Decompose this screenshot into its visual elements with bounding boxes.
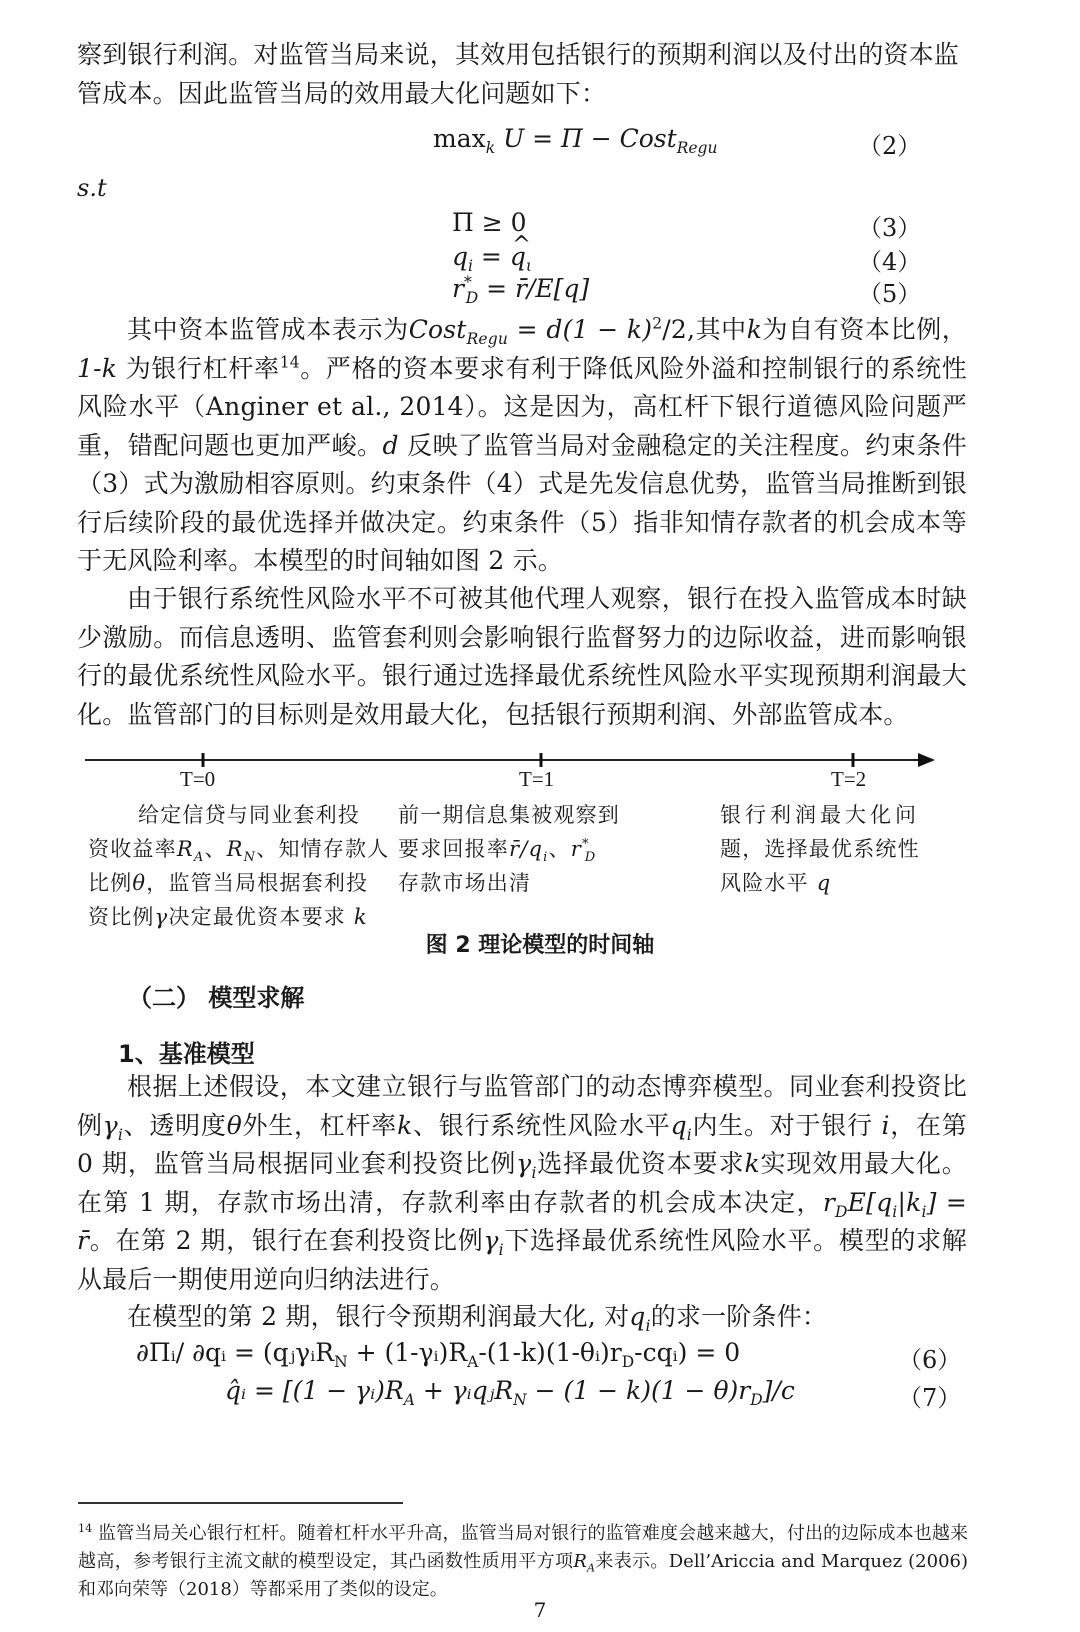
- equation-number-5: （5）: [858, 280, 922, 308]
- eq-text: -cqᵢ) = 0: [634, 1338, 741, 1367]
- eq-text: max: [433, 124, 486, 153]
- text: 其中资本监管成本表示为: [127, 315, 409, 344]
- math: 1-k: [77, 353, 118, 383]
- subject-to-label: s.t: [77, 174, 107, 202]
- text: 要求回报率: [398, 837, 509, 861]
- eq-text: ]/c: [762, 1376, 795, 1405]
- math: q: [816, 871, 832, 895]
- equation-number-3: （3）: [858, 214, 922, 242]
- math: R: [226, 837, 244, 861]
- text: 内生。对于银行: [691, 1110, 882, 1140]
- section-heading: （二） 模型求解: [128, 984, 305, 1012]
- equation-number-6: （6）: [898, 1346, 962, 1374]
- math: θ: [226, 1110, 242, 1140]
- text: ，监管当局根据套利投: [146, 871, 369, 895]
- math-sub: i: [892, 1202, 898, 1221]
- math: r: [570, 837, 582, 861]
- footnote-mark: 14: [78, 1522, 93, 1535]
- eq-sub: ι: [525, 257, 532, 275]
- footnote-ref[interactable]: 14: [279, 353, 300, 372]
- timeline-label-t2: T=2: [831, 767, 867, 791]
- math: γ: [102, 1110, 118, 1140]
- eq-sub: N: [513, 1391, 527, 1409]
- subsection-heading: 1、基准模型: [118, 1040, 255, 1068]
- math: k: [397, 1110, 413, 1140]
- text: 反映了监管当局对金融稳定的关注程度。约束条件（3）式为激励相容原则。约束条件（4）式是先发信息优势，监管当局推断到银行后续阶段的最优选择并做决定。约束条件（5）指非知情存款者的机会成本等于无风险利率。本模型的时间轴如图 2 示。: [77, 430, 967, 575]
- math-sup: 2: [652, 314, 663, 333]
- text-line: [720, 866, 920, 900]
- timeline-label-t0: T=0: [180, 767, 216, 791]
- math: k: [744, 1149, 760, 1178]
- eq-text: q: [452, 242, 469, 271]
- eq-sub: A: [403, 1391, 415, 1409]
- equation-2: [433, 124, 718, 157]
- page-number: 7: [533, 1598, 547, 1622]
- text: 为自有资本比例，: [762, 315, 968, 344]
- eq-sup: *: [463, 273, 472, 292]
- text: ，在第 0 期，监管当局根据同业套利投资比例: [77, 1110, 967, 1178]
- text: 资比例: [88, 905, 155, 929]
- equation-number-7: （7）: [898, 1384, 962, 1412]
- timeline-col-t0: [88, 798, 389, 934]
- paragraph-incentives: 由于银行系统性风险水平不可被其他代理人观察，银行在投入监管成本时缺少激励。而信息透明、监管套利则会影响银行监督努力的边际收益，进而影响银行的最优系统性风险水平。银行通过选择最优系统性风险水平实现预期利润最大化。监管部门的目标则是效用最大化，包括银行预期利润、外部监管成本。: [77, 584, 967, 729]
- math-sub: A: [193, 850, 205, 866]
- math-sub: i: [686, 1125, 692, 1144]
- eq-sub: N: [334, 1353, 348, 1371]
- text: 外生，杠杆率: [241, 1110, 398, 1140]
- eq-text: + (1-γᵢ)R: [347, 1338, 468, 1367]
- math-sub: i: [543, 850, 549, 866]
- equation-6: [136, 1338, 741, 1371]
- text: 在模型的第 2 期，银行令预期利润最大化, 对: [127, 1302, 630, 1331]
- eq-sub: k: [485, 139, 496, 157]
- math: r: [822, 1187, 836, 1217]
- paragraph-intro: [77, 36, 967, 113]
- eq-sub: D: [750, 1391, 763, 1409]
- text: 风险水平: [720, 871, 817, 895]
- eq-sub: i: [468, 257, 473, 275]
- paragraph-cost-explanation: [77, 311, 967, 581]
- text-line: 管成本。因此监管当局的效用最大化问题如下：: [77, 78, 607, 108]
- text: 、: [548, 837, 571, 861]
- text: 资收益率: [88, 837, 177, 861]
- timeline-col-t1: [398, 798, 620, 900]
- text: /2,其中: [662, 315, 747, 344]
- math: θ: [132, 871, 147, 895]
- text: 比例: [88, 871, 133, 895]
- eq-text: − (1 − k)(1 − θ)r: [526, 1376, 751, 1405]
- text-line: [398, 832, 620, 866]
- equation-3: Π ≥ 0: [452, 208, 527, 237]
- text: 。严格的资本要求有利于降低风险外溢和控制银行的系统性风险水平（Anginer et al., 2014）。这是因为，高杠杆下银行道德风险问题严重，错配问题也更加严峻。: [77, 353, 967, 460]
- eq-text: U = Π − Cost: [495, 124, 677, 153]
- text-line: 察到银行利润。对监管当局来说，其效用包括银行的预期利润以及付出的资本监: [77, 40, 960, 69]
- eq-text: ∂Πᵢ/ ∂qᵢ = (qⱼγᵢR: [136, 1338, 335, 1367]
- eq-text: + γᵢqⱼR: [414, 1376, 514, 1405]
- eq-text: r: [452, 274, 464, 303]
- text: 监管当局关心银行杠杆。随着杠杆水平升高，监管当局对银行的监管难度会越来越大，付出的边际成本也越来越高，参考银行主流文献的模型设定，其凸函数性质用平方项: [78, 1523, 968, 1572]
- math: γ: [516, 1149, 532, 1178]
- text: 实现效用最大化。在第 1 期，存款市场出清，存款利率由存款者的机会成本决定，: [77, 1149, 967, 1217]
- text: 、银行系统性风险水平: [412, 1110, 671, 1140]
- math: E[q: [847, 1187, 893, 1217]
- text: 来表示。Dell’Ariccia and Marquez (2006)和邓向荣等（2018）等都采用了类似的设定。: [78, 1551, 968, 1600]
- math: = d(1 − k): [508, 315, 653, 344]
- math-sub: A: [586, 1561, 595, 1575]
- equation-number-2: （2）: [858, 132, 922, 160]
- math: k: [746, 315, 763, 344]
- eq-text: q̂ᵢ = [(1 − γᵢ)R: [225, 1376, 404, 1405]
- math-sub: i: [645, 1317, 651, 1335]
- math: i: [881, 1110, 890, 1140]
- timeline-label-t1: T=1: [519, 767, 555, 791]
- math: r̄/q: [509, 837, 544, 861]
- equation-4: [452, 242, 532, 275]
- text-line: 题，选择最优系统性: [720, 837, 920, 861]
- text: 的求一阶条件：: [650, 1302, 828, 1331]
- text-line: 给定信贷与同业套利投: [138, 803, 360, 827]
- text: 、透明度: [123, 1110, 227, 1140]
- math: ] = r̄: [77, 1187, 967, 1255]
- math: Cost: [408, 315, 467, 344]
- text-line: 银行利润最大化问: [720, 803, 920, 827]
- math-sub: Regu: [466, 330, 509, 348]
- math: γ: [483, 1226, 499, 1255]
- math: γ: [154, 905, 169, 929]
- equation-number-4: （4）: [858, 248, 922, 276]
- figure-caption: 图 2 理论模型的时间轴: [425, 933, 655, 958]
- eq-sub: A: [467, 1353, 479, 1371]
- text: 根据上述假设，本文建立银行与监管部门的动态博弈模型。同业套利投资比例: [77, 1072, 967, 1140]
- eq-text: = r̄/E[q]: [478, 274, 590, 303]
- text: 、: [204, 837, 227, 861]
- equation-5: [452, 273, 590, 307]
- text: 。在第 2 期，银行在套利投资比例: [89, 1226, 484, 1255]
- math-sub: N: [243, 850, 257, 866]
- text-line: 前一期信息集被观察到: [398, 803, 620, 827]
- eq-sub: D: [465, 289, 479, 307]
- text: 下选择最优系统性风险水平。模型的求解从最后一期使用逆向归纳法进行。: [77, 1226, 968, 1294]
- text-line: [88, 866, 389, 900]
- math-sub: i: [117, 1125, 124, 1144]
- math: d: [382, 430, 399, 460]
- math: k: [353, 905, 368, 929]
- footnote-divider: [78, 1502, 403, 1504]
- math: R: [573, 1551, 587, 1572]
- math: q: [629, 1302, 646, 1331]
- timeline-arrowhead: [918, 753, 935, 767]
- footnote-14: [78, 1520, 968, 1604]
- text: 为银行杠杆率: [117, 353, 280, 383]
- timeline-col-t2: [720, 798, 920, 900]
- eq-text: -(1-k)(1-θᵢ)r: [478, 1338, 622, 1367]
- math: q: [670, 1110, 687, 1140]
- math: R: [176, 837, 194, 861]
- math-sub: i: [498, 1241, 504, 1259]
- paragraph-baseline-model: [77, 1068, 967, 1299]
- text-line: 存款市场出清: [398, 871, 532, 895]
- text: 选择最优资本要求: [536, 1149, 745, 1178]
- equation-7: [225, 1376, 795, 1409]
- math: |k: [897, 1187, 922, 1217]
- eq-text: ^ q: [510, 242, 526, 271]
- eq-text: =: [472, 242, 510, 271]
- eq-sub: Regu: [676, 139, 718, 157]
- text: 决定最优资本要求: [168, 905, 354, 929]
- math-sub: i: [531, 1164, 537, 1182]
- text-line: [88, 832, 389, 866]
- math-sub: i: [921, 1202, 927, 1221]
- math-sub: D: [584, 850, 597, 866]
- math-sub: D: [835, 1202, 848, 1221]
- eq-sub: D: [621, 1353, 635, 1371]
- paragraph-first-order: [77, 1298, 967, 1337]
- math-sup: *: [582, 837, 590, 852]
- text: 、知情存款人: [256, 837, 390, 861]
